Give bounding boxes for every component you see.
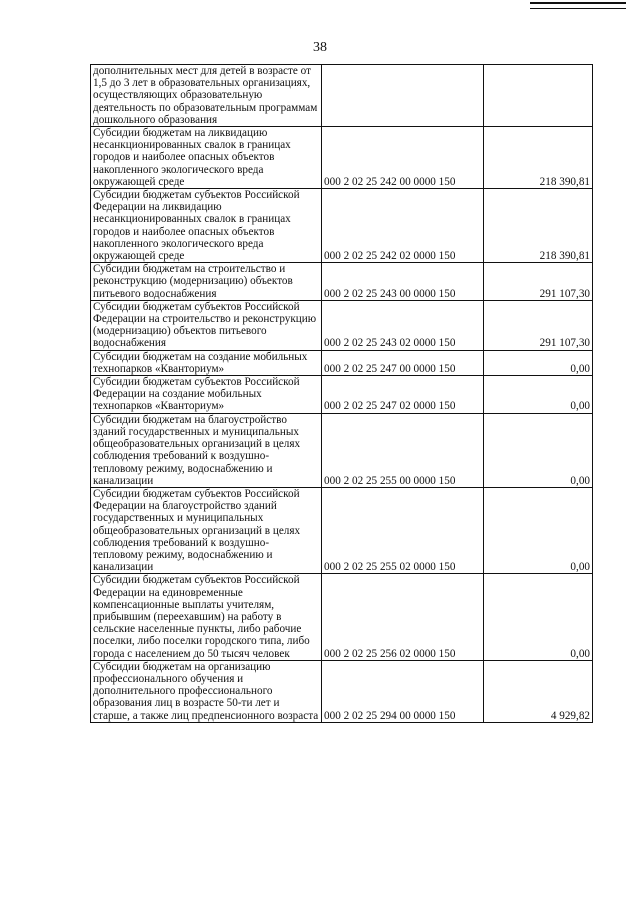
row-description: Субсидии бюджетам субъектов Российской Федерации на благоустройство зданий государственных и муниципальных общеобразовательных организаций в целях соблюдения требований к воздушно-тепловому режиму, водоснабжению и канализации [91, 487, 322, 573]
row-description: Субсидии бюджетам субъектов Российской Федерации на создание мобильных технопарков «Кванториум» [91, 376, 322, 414]
row-description: Субсидии бюджетам на ликвидацию несанкционированных свалок в границах городов и наиболее опасных объектов накопленного экологического вреда окружающей среде [91, 127, 322, 189]
row-amount: 4 929,82 [484, 660, 593, 722]
row-code: 000 2 02 25 243 02 0000 150 [322, 300, 484, 350]
table-row [91, 413, 593, 487]
table-row [91, 65, 593, 127]
row-code: 000 2 02 25 256 02 0000 150 [322, 574, 484, 660]
row-code: 000 2 02 25 242 02 0000 150 [322, 189, 484, 263]
row-code: 000 2 02 25 247 00 0000 150 [322, 350, 484, 375]
table-row [91, 127, 593, 189]
row-code: 000 2 02 25 247 02 0000 150 [322, 376, 484, 414]
row-amount: 0,00 [484, 574, 593, 660]
table-row [91, 189, 593, 263]
row-code: 000 2 02 25 255 00 0000 150 [322, 413, 484, 487]
table-row [91, 487, 593, 573]
budget-table [90, 64, 593, 723]
row-code: 000 2 02 25 242 00 0000 150 [322, 127, 484, 189]
row-code [322, 65, 484, 127]
page-number: 38 [313, 40, 327, 55]
row-description: Субсидии бюджетам на строительство и реконструкцию (модернизацию) объектов питьевого водоснабжения [91, 263, 322, 301]
row-code: 000 2 02 25 243 00 0000 150 [322, 263, 484, 301]
budget-table-body [91, 65, 593, 723]
row-code: 000 2 02 25 255 02 0000 150 [322, 487, 484, 573]
row-amount: 0,00 [484, 413, 593, 487]
table-row [91, 350, 593, 375]
row-amount: 218 390,81 [484, 189, 593, 263]
row-amount [484, 65, 593, 127]
row-description: Субсидии бюджетам на благоустройство зданий государственных и муниципальных общеобразовательных организаций в целях соблюдения требований к воздушно-тепловому режиму, водоснабжению и канализации [91, 413, 322, 487]
table-row [91, 660, 593, 722]
row-code: 000 2 02 25 294 00 0000 150 [322, 660, 484, 722]
table-row [91, 300, 593, 350]
table-row [91, 263, 593, 301]
row-amount: 218 390,81 [484, 127, 593, 189]
row-description: Субсидии бюджетам на создание мобильных технопарков «Кванториум» [91, 350, 322, 375]
row-description: Субсидии бюджетам субъектов Российской Федерации на единовременные компенсационные выплаты учителям, прибывшим (переехавшим) на работу в сельские населенные пункты, либо рабочие поселки, либо поселки городского типа, либо города с населением до 50 тысяч человек [91, 574, 322, 660]
row-description: Субсидии бюджетам субъектов Российской Федерации на ликвидацию несанкционированных свалок в границах городов и наиболее опасных объектов накопленного экологического вреда окружающей среде [91, 189, 322, 263]
row-amount: 0,00 [484, 350, 593, 375]
row-description: дополнительных мест для детей в возрасте от 1,5 до 3 лет в образовательных организациях, осуществляющих образовательную деятельность по образовательным программам дошкольного образования [91, 65, 322, 127]
row-amount: 0,00 [484, 376, 593, 414]
table-row [91, 574, 593, 660]
row-description: Субсидии бюджетам на организацию профессионального обучения и дополнительного профессионального образования лиц в возрасте 50-ти лет и старше, а также лиц предпенсионного возраста [91, 660, 322, 722]
corner-mark [530, 2, 626, 9]
row-description: Субсидии бюджетам субъектов Российской Федерации на строительство и реконструкцию (модернизацию) объектов питьевого водоснабжения [91, 300, 322, 350]
row-amount: 291 107,30 [484, 263, 593, 301]
row-amount: 0,00 [484, 487, 593, 573]
row-amount: 291 107,30 [484, 300, 593, 350]
table-row [91, 376, 593, 414]
